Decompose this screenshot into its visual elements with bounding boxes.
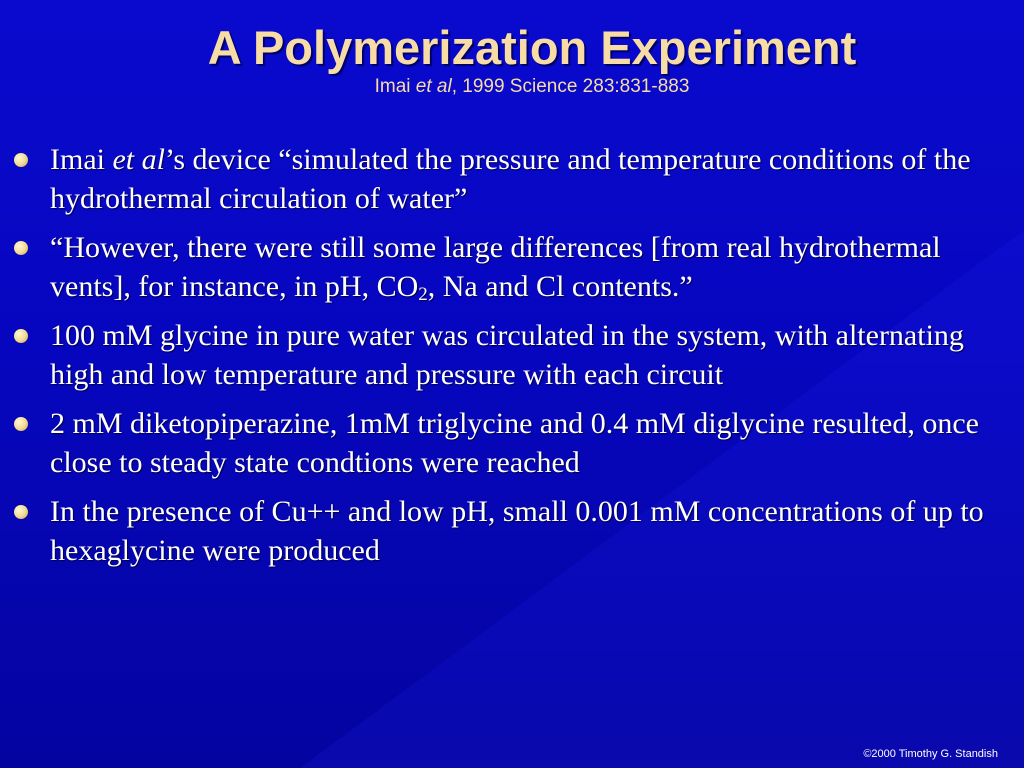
bullet-text-pre: Imai — [50, 143, 113, 176]
bullet-item — [14, 316, 1014, 394]
bullet-text: In the presence of Cu++ and low pH, small 0.001 mM concentrations of up to hexaglycine were produced — [50, 495, 984, 567]
subtitle-et-al: et al — [415, 76, 452, 97]
bullet-text: 100 mM glycine in pure water was circulated in the system, with alternating high and low temperature and pressure with each circuit — [50, 319, 964, 391]
subtitle-author: Imai — [374, 76, 416, 97]
bullet-list — [14, 140, 1014, 580]
bullet-dot-icon — [14, 505, 28, 519]
copyright-footer: ©2000 Timothy G. Standish — [863, 748, 998, 760]
slide-subtitle — [0, 76, 1024, 98]
title-block — [0, 20, 1024, 98]
bullet-dot-icon — [14, 329, 28, 343]
subtitle-citation: , 1999 Science 283:831-883 — [451, 76, 690, 97]
bullet-text-post: , Na and Cl contents.” — [427, 270, 693, 303]
bullet-text-italic: et al — [112, 143, 165, 176]
bullet-item — [14, 140, 1014, 218]
bullet-item — [14, 492, 1014, 570]
bullet-subscript: 2 — [418, 284, 428, 305]
bullet-text-pre: “However, there were still some large differences [from real hydrothermal vents], for instance, in pH, CO — [50, 231, 941, 303]
bullet-item — [14, 228, 1014, 306]
bullet-dot-icon — [14, 417, 28, 431]
bullet-dot-icon — [14, 153, 28, 167]
slide-title: A Polymerization Experiment — [207, 21, 857, 74]
bullet-text: 2 mM diketopiperazine, 1mM triglycine and 0.4 mM diglycine resulted, once close to steady state condtions were reached — [50, 407, 979, 479]
bullet-item — [14, 404, 1014, 482]
bullet-dot-icon — [14, 241, 28, 255]
bullet-text-post: ’s device “simulated the pressure and temperature conditions of the hydrothermal circulation of water” — [50, 143, 971, 215]
